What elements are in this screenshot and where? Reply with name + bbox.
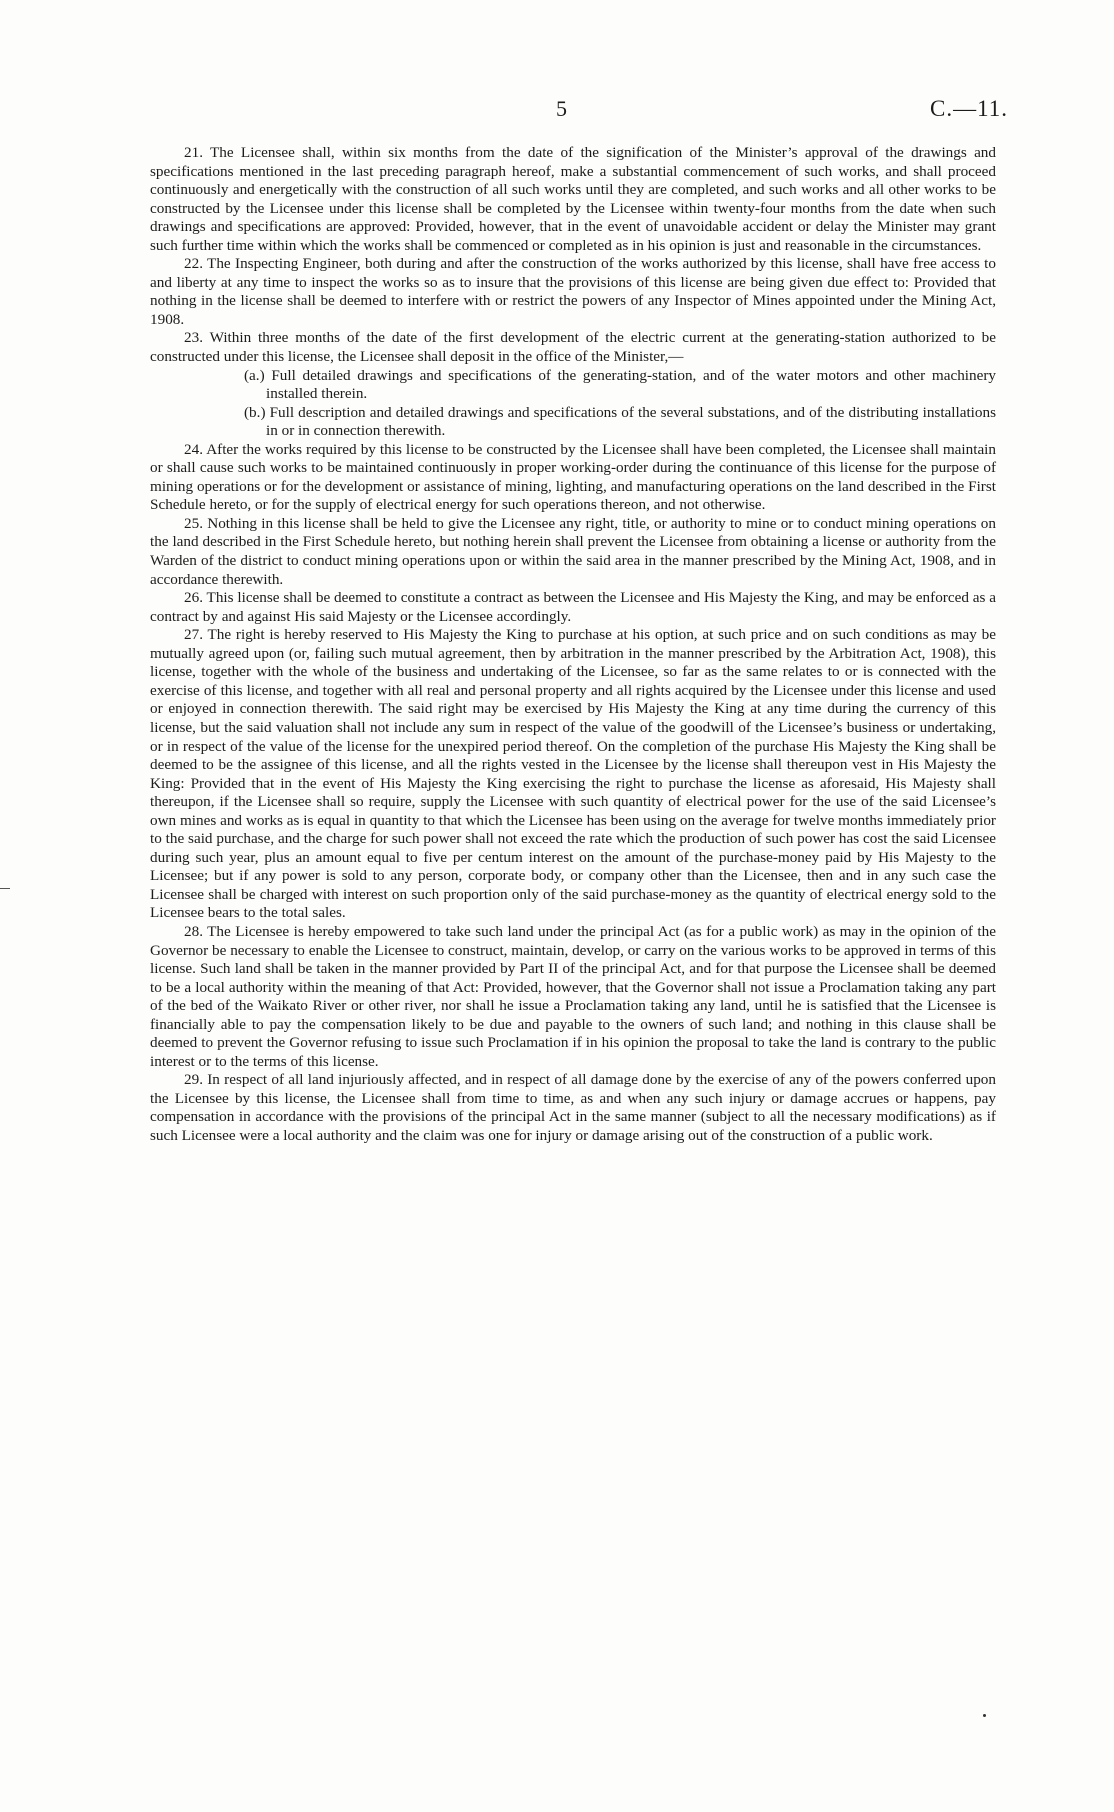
scan-speck <box>983 1714 986 1717</box>
clause-23-item-b: (b.) Full description and detailed drawings and specifications of the several substations, and of the distributing installations in or in connection therewith. <box>244 403 996 440</box>
clause-27: 27. The right is hereby reserved to His Majesty the King to purchase at his option, at such price and on such conditions as may be mutually agreed upon (or, failing such mutual agreement, then by arbitration in the manner prescribed by the Arbitration Act, 1908), this license, together with the whole of the business and undertaking of the Licensee, so far as the same relates to or is connected with the exercise of this license, and together with all real and personal property and all rights acquired by the Licensee under this license and used or enjoyed in connection therewith. The said right may be exercised by His Majesty the King at any time during the currency of this license, but the said valuation shall not include any sum in respect of the value of the goodwill of the Licensee’s business or undertaking, or in respect of the value of the license for the unexpired period thereof. On the completion of the purchase His Majesty the King shall be deemed to be the assignee of this license, and all the rights vested in the Licensee by the license shall thereupon vest in His Majesty the King: Provided that in the event of His Majesty the King exercising the right to purchase the license as aforesaid, His Majesty shall thereupon, if the Licensee shall so require, supply the Licensee with such quantity of electrical power for the use of the said Licensee’s own mines and works as is equal in quantity to that which the Licensee has been using on the average for twelve months immediately prior to the said purchase, and the charge for such power shall not exceed the rate which the production of such power has cost the said Licensee during such year, plus an amount equal to five per centum interest on the amount of the purchase-money paid by His Majesty to the Licensee; but if any power is sold to any person, corporate body, or company other than the Licensee, then and in any such case the Licensee shall be charged with interest on such proportion only of the said purchase-money as the quantity of electrical energy sold to the Licensee bears to the total sales. <box>150 626 996 922</box>
clause-23: 23. Within three months of the date of the first development of the electric current at the generating-station authorized to be constructed under this license, the Licensee shall deposit in the office of the Minister,— <box>150 329 996 366</box>
document-body <box>150 144 996 1146</box>
clause-22: 22. The Inspecting Engineer, both during and after the construction of the works authorized by this license, shall have free access to and liberty at any time to inspect the works so as to insure that the provisions of this license are being given due effect to: Provided that nothing in the license shall be deemed to interfere with or restrict the powers of any Inspector of Mines appointed under the Mining Act, 1908. <box>150 255 996 328</box>
clause-28: 28. The Licensee is hereby empowered to take such land under the principal Act (as for a public work) as may in the opinion of the Governor be necessary to enable the Licensee to construct, maintain, develop, or carry on the various works to be approved in terms of this license. Such land shall be taken in the manner provided by Part II of the principal Act, and for that purpose the Licensee shall be deemed to be a local authority within the meaning of that Act: Provided, however, that the Governor shall not issue a Proclamation taking any part of the bed of the Waikato River or other river, nor shall he issue a Proclamation taking any land, until he is satisfied that the Licensee is financially able to pay the compensation likely to be due and payable to the owners of such land; and nothing in this clause shall be deemed to prevent the Governor refusing to issue such Proclamation if in his opinion the proposal to take the land is contrary to the public interest or to the terms of this license. <box>150 922 996 1070</box>
page-header <box>0 96 1114 136</box>
clause-25: 25. Nothing in this license shall be held to give the Licensee any right, title, or authority to mine or to conduct mining operations on the land described in the First Schedule hereto, but nothing herein shall prevent the Licensee from obtaining a license or authority from the Warden of the district to conduct mining operations upon or within the said area in the manner prescribed by the Mining Act, 1908, and in accordance therewith. <box>150 514 996 588</box>
clause-21: 21. The Licensee shall, within six months from the date of the signification of the Minister’s approval of the drawings and specifications mentioned in the last preceding paragraph hereof, make a substantial commencement of such works, and shall proceed continuously and energetically with the construction of all such works until they are completed, and such works and all other works to be constructed by the Licensee under this license shall be completed by the Licensee within twenty-four months from the date when such drawings and specifications are approved: Provided, however, that in the event of unavoidable accident or delay the Minister may grant such further time within which the works shall be commenced or completed as in his opinion is just and reasonable in the circumstances. <box>150 144 996 254</box>
clause-29: 29. In respect of all land injuriously affected, and in respect of all damage done by the exercise of any of the powers conferred upon the Licensee by this license, the Licensee shall from time to time, as and when any such injury or damage accrues or happens, pay compensation in accordance with the provisions of the principal Act in the same manner (subject to all the necessary modifications) as if such Licensee were a local authority and the claim was one for injury or damage arising out of the construction of a public work. <box>150 1071 996 1144</box>
clause-24: 24. After the works required by this license to be constructed by the Licensee shall have been completed, the Licensee shall maintain or shall cause such works to be maintained continuously in proper working-order during the continuance of this license for the purpose of mining operations or for the development or assistance of mining, lighting, and manufacturing operations on the land described in the First Schedule hereto, or for the supply of electrical energy for such operations thereon, and not otherwise. <box>150 440 996 514</box>
margin-mark <box>0 888 10 889</box>
document-reference: C.—11. <box>930 96 1008 121</box>
clause-23-item-a: (a.) Full detailed drawings and specifications of the generating-station, and of the water motors and other machinery installed therein. <box>244 366 996 403</box>
page-number: 5 <box>556 96 567 121</box>
clause-26: 26. This license shall be deemed to constitute a contract as between the Licensee and His Majesty the King, and may be enforced as a contract by and against His said Majesty or the Licensee accordingly. <box>150 589 996 625</box>
